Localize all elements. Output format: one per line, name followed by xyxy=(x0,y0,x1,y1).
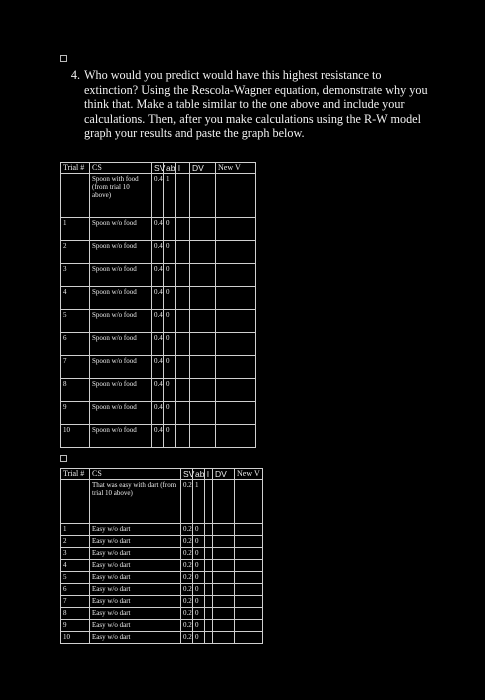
cs-cell: Easy w/o dart xyxy=(90,524,181,536)
ab-cell: 0 xyxy=(193,536,205,548)
cs-header: CS xyxy=(90,163,152,174)
question-number: 4. xyxy=(70,68,80,82)
table-row xyxy=(61,241,256,264)
ab-cell: 0 xyxy=(164,287,176,310)
trial-cell: 4 xyxy=(61,287,90,310)
ab-cell: 0 xyxy=(164,402,176,425)
dv-cell[interactable] xyxy=(190,287,216,310)
cs-cell: Spoon w/o food xyxy=(90,356,152,379)
lambda-cell[interactable] xyxy=(205,480,213,524)
sv-cell: 0.2 xyxy=(181,572,193,584)
trial-cell: 7 xyxy=(61,596,90,608)
cs-cell: Easy w/o dart xyxy=(90,608,181,620)
ab-cell: 0 xyxy=(164,425,176,448)
section-checkbox-top[interactable] xyxy=(60,55,67,62)
new-v-header: New V xyxy=(216,163,256,174)
lambda-cell[interactable] xyxy=(176,425,190,448)
table-row xyxy=(61,536,263,548)
new-v-cell[interactable] xyxy=(235,632,263,644)
sv-cell: 0.2 xyxy=(181,596,193,608)
table-row xyxy=(61,608,263,620)
trial-cell: 9 xyxy=(61,620,90,632)
dv-cell[interactable] xyxy=(213,584,235,596)
lambda-cell[interactable] xyxy=(205,572,213,584)
lambda-cell[interactable] xyxy=(205,620,213,632)
dv-cell[interactable] xyxy=(213,548,235,560)
trial-cell: 6 xyxy=(61,584,90,596)
lambda-cell[interactable] xyxy=(205,536,213,548)
cs-cell: Easy w/o dart xyxy=(90,536,181,548)
new-v-cell[interactable] xyxy=(216,425,256,448)
extinction-table-spoon xyxy=(60,162,256,448)
ab-cell: 0 xyxy=(193,608,205,620)
sv-cell: 0.2 xyxy=(181,548,193,560)
header-row xyxy=(61,469,263,480)
dv-cell[interactable] xyxy=(213,480,235,524)
table-row xyxy=(61,264,256,287)
trial-cell: 1 xyxy=(61,524,90,536)
new-v-cell[interactable] xyxy=(235,608,263,620)
new-v-header: New V xyxy=(235,469,263,480)
trial-cell: 8 xyxy=(61,379,90,402)
new-v-cell[interactable] xyxy=(216,402,256,425)
dv-cell[interactable] xyxy=(213,536,235,548)
ab-header: ab xyxy=(193,469,205,480)
trial-cell: 2 xyxy=(61,241,90,264)
sv-cell: 0.2 xyxy=(181,632,193,644)
lambda-cell[interactable] xyxy=(205,632,213,644)
ab-cell: 0 xyxy=(193,596,205,608)
sv-cell: 0.4 xyxy=(152,264,164,287)
trial-cell: 4 xyxy=(61,560,90,572)
header-row xyxy=(61,163,256,174)
table-row xyxy=(61,379,256,402)
sv-cell: 0.4 xyxy=(152,425,164,448)
sv-cell: 0.2 xyxy=(181,620,193,632)
table-row xyxy=(61,572,263,584)
trial-cell: 10 xyxy=(61,632,90,644)
cs-cell: Spoon w/o food xyxy=(90,264,152,287)
new-v-cell[interactable] xyxy=(235,572,263,584)
lambda-cell[interactable] xyxy=(176,356,190,379)
trial-cell: 7 xyxy=(61,356,90,379)
new-v-cell[interactable] xyxy=(216,333,256,356)
question-text: Who would you predict would have this highest resistance to extinction? Using the Rescola-Wagner equation, demonstrate why you think that. Make a table similar to the one above and include your calculations. Then, after you make calculations using the R-W model graph your results and paste the graph below. xyxy=(84,68,428,141)
lambda-cell[interactable] xyxy=(205,524,213,536)
cs-cell: Spoon w/o food xyxy=(90,287,152,310)
dv-cell[interactable] xyxy=(213,608,235,620)
lambda-cell[interactable] xyxy=(205,548,213,560)
lambda-cell[interactable] xyxy=(205,608,213,620)
lambda-cell[interactable] xyxy=(176,287,190,310)
question-block xyxy=(62,68,432,141)
trial-cell: 10 xyxy=(61,425,90,448)
lambda-cell[interactable] xyxy=(176,241,190,264)
ab-cell: 0 xyxy=(193,524,205,536)
lambda-cell[interactable] xyxy=(176,379,190,402)
sv-cell: 0.4 xyxy=(152,356,164,379)
ab-cell: 0 xyxy=(164,264,176,287)
trial-cell: 3 xyxy=(61,548,90,560)
new-v-cell[interactable] xyxy=(235,596,263,608)
table-row xyxy=(61,596,263,608)
sv-cell: 0.2 xyxy=(181,524,193,536)
dv-cell[interactable] xyxy=(190,310,216,333)
ab-cell: 0 xyxy=(164,333,176,356)
trial-cell: 8 xyxy=(61,608,90,620)
ab-cell: 0 xyxy=(193,548,205,560)
table-row xyxy=(61,548,263,560)
sv-cell: 0.4 xyxy=(152,174,164,218)
lambda-cell[interactable] xyxy=(176,174,190,218)
dv-header: DV xyxy=(190,163,216,174)
ab-cell: 0 xyxy=(164,379,176,402)
table-row xyxy=(61,620,263,632)
dv-cell[interactable] xyxy=(213,632,235,644)
dv-cell[interactable] xyxy=(190,379,216,402)
lambda-cell[interactable] xyxy=(176,310,190,333)
dv-cell[interactable] xyxy=(190,241,216,264)
trial-cell: 1 xyxy=(61,218,90,241)
ab-cell: 0 xyxy=(164,356,176,379)
sv-cell: 0.4 xyxy=(152,218,164,241)
sv-header: SV xyxy=(152,163,164,174)
new-v-cell[interactable] xyxy=(235,536,263,548)
sv-header: SV xyxy=(181,469,193,480)
new-v-cell[interactable] xyxy=(216,287,256,310)
new-v-cell[interactable] xyxy=(235,524,263,536)
lambda-header: l xyxy=(176,163,190,174)
sv-cell: 0.2 xyxy=(181,608,193,620)
new-v-cell[interactable] xyxy=(235,480,263,524)
trial-cell: 5 xyxy=(61,572,90,584)
sv-cell: 0.2 xyxy=(181,536,193,548)
extinction-table-dart xyxy=(60,468,263,644)
sv-cell: 0.4 xyxy=(152,333,164,356)
table-row xyxy=(61,310,256,333)
lambda-header: l xyxy=(205,469,213,480)
sv-cell: 0.4 xyxy=(152,287,164,310)
table-row xyxy=(61,174,256,218)
new-v-cell[interactable] xyxy=(216,218,256,241)
new-v-cell[interactable] xyxy=(235,560,263,572)
table-row xyxy=(61,425,256,448)
cs-cell: Easy w/o dart xyxy=(90,632,181,644)
table-row xyxy=(61,560,263,572)
dv-header: DV xyxy=(213,469,235,480)
dv-cell[interactable] xyxy=(213,596,235,608)
table-row xyxy=(61,480,263,524)
cs-cell: Easy w/o dart xyxy=(90,584,181,596)
cs-cell: Spoon w/o food xyxy=(90,333,152,356)
dv-cell[interactable] xyxy=(190,402,216,425)
lambda-cell[interactable] xyxy=(176,402,190,425)
ab-cell: 0 xyxy=(193,620,205,632)
lambda-cell[interactable] xyxy=(205,596,213,608)
cs-cell: Easy w/o dart xyxy=(90,572,181,584)
sv-cell: 0.4 xyxy=(152,241,164,264)
cs-header: CS xyxy=(90,469,181,480)
sv-cell: 0.2 xyxy=(181,584,193,596)
cs-cell: Spoon with food (from trial 10 above) xyxy=(90,174,152,218)
table-row xyxy=(61,584,263,596)
trial-cell: 6 xyxy=(61,333,90,356)
dv-cell[interactable] xyxy=(190,264,216,287)
ab-cell: 1 xyxy=(164,174,176,218)
dv-cell[interactable] xyxy=(190,356,216,379)
trial-cell: 3 xyxy=(61,264,90,287)
cs-cell: Easy w/o dart xyxy=(90,596,181,608)
ab-cell: 0 xyxy=(164,218,176,241)
cs-cell: Spoon w/o food xyxy=(90,218,152,241)
new-v-cell[interactable] xyxy=(235,620,263,632)
cs-cell: Spoon w/o food xyxy=(90,241,152,264)
new-v-cell[interactable] xyxy=(216,356,256,379)
dv-cell[interactable] xyxy=(213,560,235,572)
cs-cell: Spoon w/o food xyxy=(90,310,152,333)
new-v-cell[interactable] xyxy=(216,264,256,287)
ab-cell: 0 xyxy=(164,310,176,333)
trial-cell: 2 xyxy=(61,536,90,548)
table-row xyxy=(61,333,256,356)
dv-cell[interactable] xyxy=(190,218,216,241)
table-row xyxy=(61,524,263,536)
table-row xyxy=(61,356,256,379)
new-v-cell[interactable] xyxy=(216,241,256,264)
trial-cell xyxy=(61,480,90,524)
table-row xyxy=(61,218,256,241)
sv-cell: 0.4 xyxy=(152,379,164,402)
sv-cell: 0.2 xyxy=(181,480,193,524)
dv-cell[interactable] xyxy=(190,174,216,218)
dv-cell[interactable] xyxy=(213,620,235,632)
new-v-cell[interactable] xyxy=(216,310,256,333)
trial-header: Trial # xyxy=(61,163,90,174)
sv-cell: 0.2 xyxy=(181,560,193,572)
ab-header: ab xyxy=(164,163,176,174)
new-v-cell[interactable] xyxy=(216,379,256,402)
ab-cell: 0 xyxy=(164,241,176,264)
ab-cell: 0 xyxy=(193,560,205,572)
cs-cell: That was easy with dart (from trial 10 above) xyxy=(90,480,181,524)
trial-header: Trial # xyxy=(61,469,90,480)
cs-cell: Easy w/o dart xyxy=(90,548,181,560)
ab-cell: 0 xyxy=(193,584,205,596)
table-row xyxy=(61,287,256,310)
cs-cell: Spoon w/o food xyxy=(90,425,152,448)
new-v-cell[interactable] xyxy=(235,584,263,596)
dv-cell[interactable] xyxy=(190,333,216,356)
lambda-cell[interactable] xyxy=(205,560,213,572)
table-row xyxy=(61,632,263,644)
cs-cell: Easy w/o dart xyxy=(90,560,181,572)
lambda-cell[interactable] xyxy=(176,333,190,356)
sv-cell: 0.4 xyxy=(152,310,164,333)
ab-cell: 0 xyxy=(193,572,205,584)
table-row xyxy=(61,402,256,425)
sv-cell: 0.4 xyxy=(152,402,164,425)
section-checkbox-bottom[interactable] xyxy=(60,455,67,462)
dv-cell[interactable] xyxy=(190,425,216,448)
lambda-cell[interactable] xyxy=(205,584,213,596)
trial-cell xyxy=(61,174,90,218)
lambda-cell[interactable] xyxy=(176,264,190,287)
cs-cell: Spoon w/o food xyxy=(90,402,152,425)
ab-cell: 0 xyxy=(193,632,205,644)
ab-cell: 1 xyxy=(193,480,205,524)
lambda-cell[interactable] xyxy=(176,218,190,241)
dv-cell[interactable] xyxy=(213,572,235,584)
cs-cell: Spoon w/o food xyxy=(90,379,152,402)
new-v-cell[interactable] xyxy=(216,174,256,218)
new-v-cell[interactable] xyxy=(235,548,263,560)
trial-cell: 9 xyxy=(61,402,90,425)
cs-cell: Easy w/o dart xyxy=(90,620,181,632)
trial-cell: 5 xyxy=(61,310,90,333)
dv-cell[interactable] xyxy=(213,524,235,536)
